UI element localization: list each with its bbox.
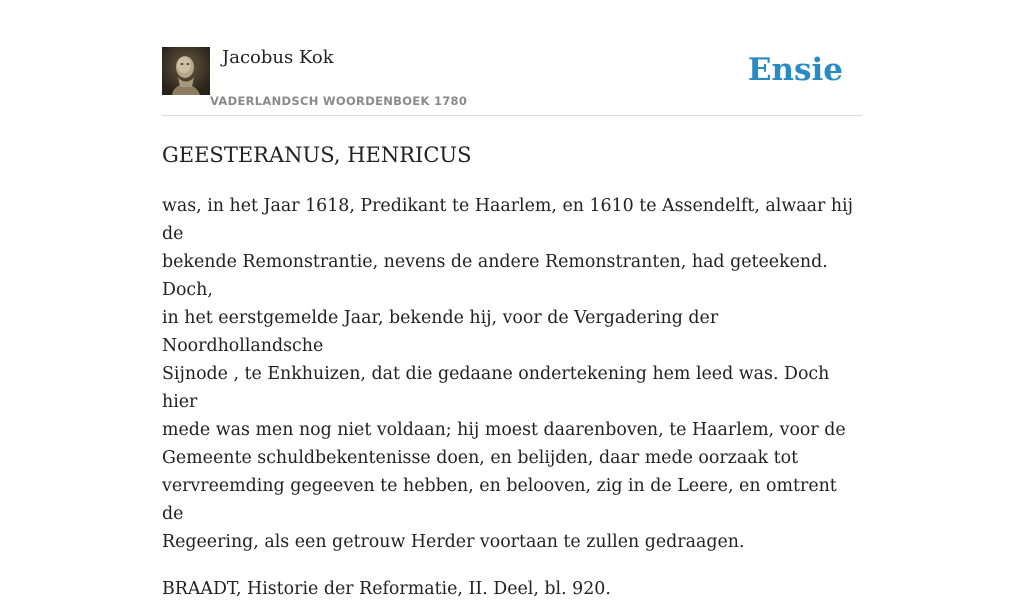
author-name[interactable]: Jacobus Kok [222, 47, 334, 68]
author-avatar[interactable] [162, 47, 210, 95]
brand-logo[interactable]: Ensie [747, 52, 843, 88]
entry-text: was, in het Jaar 1618, Predikant te Haarlem, en 1610 te Assendelft, alwaar hij de bekende Remonstrantie, nevens de andere Remonstranten, had geteekend. Doch, in het eerstgemelde Jaar, bekende hij, voor de Vergadering der Noordhollandsche Sijnode , te Enkhuizen, dat die gedaane ondertekening hem leed was. Doch hier mede was men nog niet voldaan; hij moest daarenboven, te Haarlem, voor de Gemeente schuldbekentenisse doen, en belijden, daar mede oorzaak tot vervreemding gegeeven te hebben, en belooven, zig in de Leere, en omtrent de Regeering, als een getrouw Herder voortaan te zullen gedraagen. [162, 196, 853, 552]
entry-title: GEESTERANUS, HENRICUS [162, 143, 472, 167]
entry-reference: BRAADT, Historie der Reformatie, II. Deel, bl. 920. [162, 579, 611, 599]
header-divider [162, 115, 862, 116]
source-label[interactable]: VADERLANDSCH WOORDENBOEK 1780 [210, 94, 468, 108]
entry-body [162, 192, 862, 603]
portrait-avatar-icon [162, 47, 210, 95]
